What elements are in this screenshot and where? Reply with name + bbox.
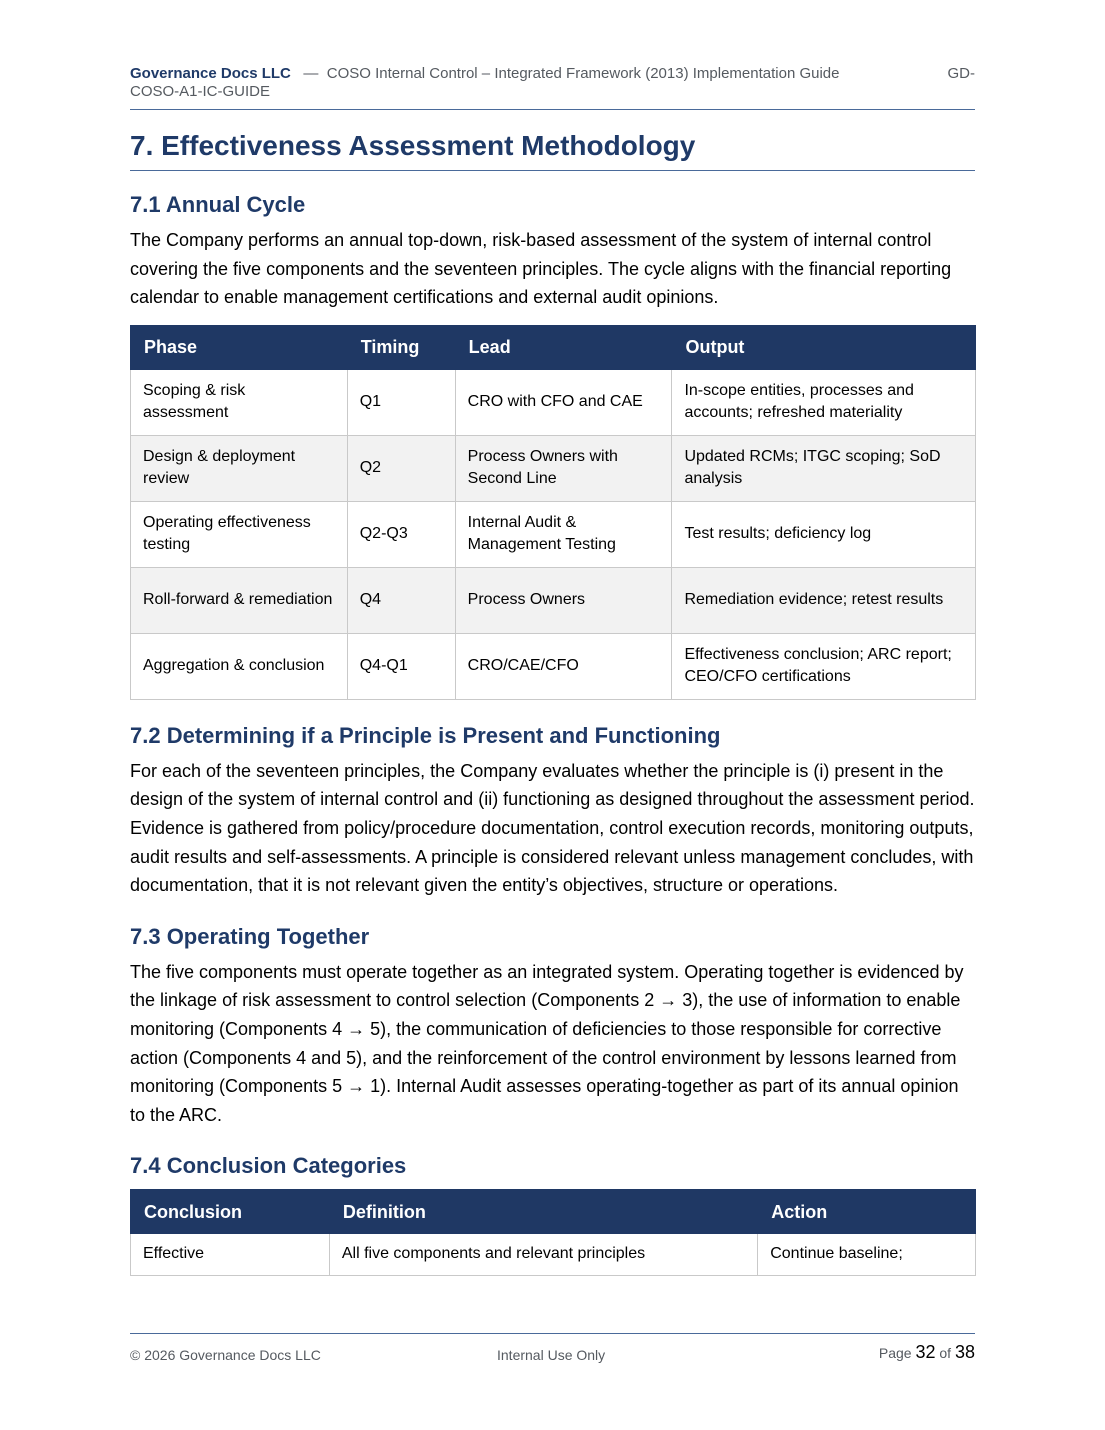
cell-output: Updated RCMs; ITGC scoping; SoD analysis: [672, 435, 976, 501]
column-header: Action: [758, 1190, 976, 1234]
cell-lead: CRO/CAE/CFO: [455, 633, 672, 699]
section-body: The five components must operate together as an integrated system. Operating together is evidenced by the linkage of risk assessment to control selection (Components 2 → 3), the use of information to enable monitoring (Components 4 → 5), the communication of deficiencies to those responsible for corrective action (Components 4 and 5), and the reinforcement of the control environment by lessons learned from monitoring (Components 5 → 1). Internal Audit assesses operating-together as part of its annual opinion to the ARC.: [130, 961, 964, 1125]
table-row: [131, 1234, 976, 1276]
cell-timing: Q4: [347, 567, 455, 633]
cell-conclusion: Effective: [131, 1234, 330, 1276]
cell-timing: Q2: [347, 435, 455, 501]
page-total: 38: [954, 1342, 975, 1362]
conclusion-categories-table: [130, 1189, 976, 1276]
section-heading: 7.2 Determining if a Principle is Present and Functioning: [130, 722, 721, 748]
cell-phase: Design & deployment review: [131, 435, 348, 501]
cell-lead: Internal Audit & Management Testing: [455, 501, 672, 567]
section-body: The Company performs an annual top-down, risk-based assessment of the system of internal control covering the five components and the seventeen principles. The cycle aligns with the financial reporting calendar to enable management certifications and external audit opinions.: [130, 230, 952, 308]
section-7-4: [130, 1151, 975, 1276]
cell-phase: Roll-forward & remediation: [131, 567, 348, 633]
cell-action: Continue baseline;: [758, 1234, 976, 1276]
section-heading: 7.4 Conclusion Categories: [130, 1153, 407, 1179]
content-flow: [130, 190, 975, 1276]
annual-cycle-table: [130, 325, 976, 700]
column-header: Phase: [131, 325, 348, 369]
header-brand: Governance Docs LLC: [130, 65, 291, 82]
column-header: Lead: [455, 325, 672, 369]
footer-copyright: © 2026 Governance Docs LLC: [130, 1347, 321, 1363]
table-row: [131, 435, 976, 501]
header-separator: —: [303, 65, 319, 82]
section-heading: 7.1 Annual Cycle: [130, 192, 306, 217]
cell-phase: Scoping & risk assessment: [131, 369, 348, 435]
section-7-1: [130, 190, 975, 700]
cell-timing: Q4-Q1: [347, 633, 455, 699]
doc-code-part2: COSO-A1-IC-GUIDE: [130, 83, 271, 100]
page-current: 32: [915, 1342, 936, 1362]
cell-definition: All five components and relevant principles: [329, 1234, 757, 1276]
section-heading: 7.3 Operating Together: [130, 923, 370, 949]
header-doc-title: COSO Internal Control – Integrated Framework (2013) Implementation Guide: [326, 65, 840, 82]
table-header-row: [131, 325, 976, 369]
column-header: Conclusion: [131, 1190, 330, 1234]
page-of: of: [939, 1345, 952, 1361]
cell-lead: Process Owners: [455, 567, 672, 633]
cell-phase: Operating effectiveness testing: [131, 501, 348, 567]
doc-code-part1: GD-: [947, 65, 975, 82]
table-row: [131, 369, 976, 435]
table-header-row: [131, 1190, 976, 1234]
table-row: [131, 567, 976, 633]
cell-lead: Process Owners with Second Line: [455, 435, 672, 501]
table-row: [131, 501, 976, 567]
table-row: [131, 633, 976, 699]
page-number: [879, 1342, 975, 1363]
cell-timing: Q2-Q3: [347, 501, 455, 567]
cell-phase: Aggregation & conclusion: [131, 633, 348, 699]
section-7-3: [130, 922, 975, 1130]
column-header: Definition: [329, 1190, 757, 1234]
cell-timing: Q1: [347, 369, 455, 435]
cell-output: Effectiveness conclusion; ARC report; CEO/CFO certifications: [672, 633, 976, 699]
page-label: Page: [878, 1345, 912, 1361]
cell-output: In-scope entities, processes and accounts; refreshed materiality: [672, 369, 976, 435]
page-header: [130, 65, 975, 110]
column-header: Timing: [347, 325, 455, 369]
section-body: For each of the seventeen principles, the Company evaluates whether the principle is (i) present in the design of the system of internal control and (ii) functioning as designed throughout the assessment period. Evidence is gathered from policy/procedure documentation, control execution records, monitoring outputs, audit results and self-assessments. A principle is considered relevant unless management concludes, with documentation, that it is not relevant given the entity’s objectives, structure or operations.: [130, 760, 975, 896]
cell-output: Test results; deficiency log: [672, 501, 976, 567]
page-title: 7. Effectiveness Assessment Methodology: [130, 128, 975, 171]
cell-lead: CRO with CFO and CAE: [455, 369, 672, 435]
section-7-2: [130, 721, 975, 900]
cell-output: Remediation evidence; retest results: [672, 567, 976, 633]
footer-classification: Internal Use Only: [497, 1347, 606, 1363]
page-footer: [130, 1333, 975, 1368]
column-header: Output: [672, 325, 976, 369]
